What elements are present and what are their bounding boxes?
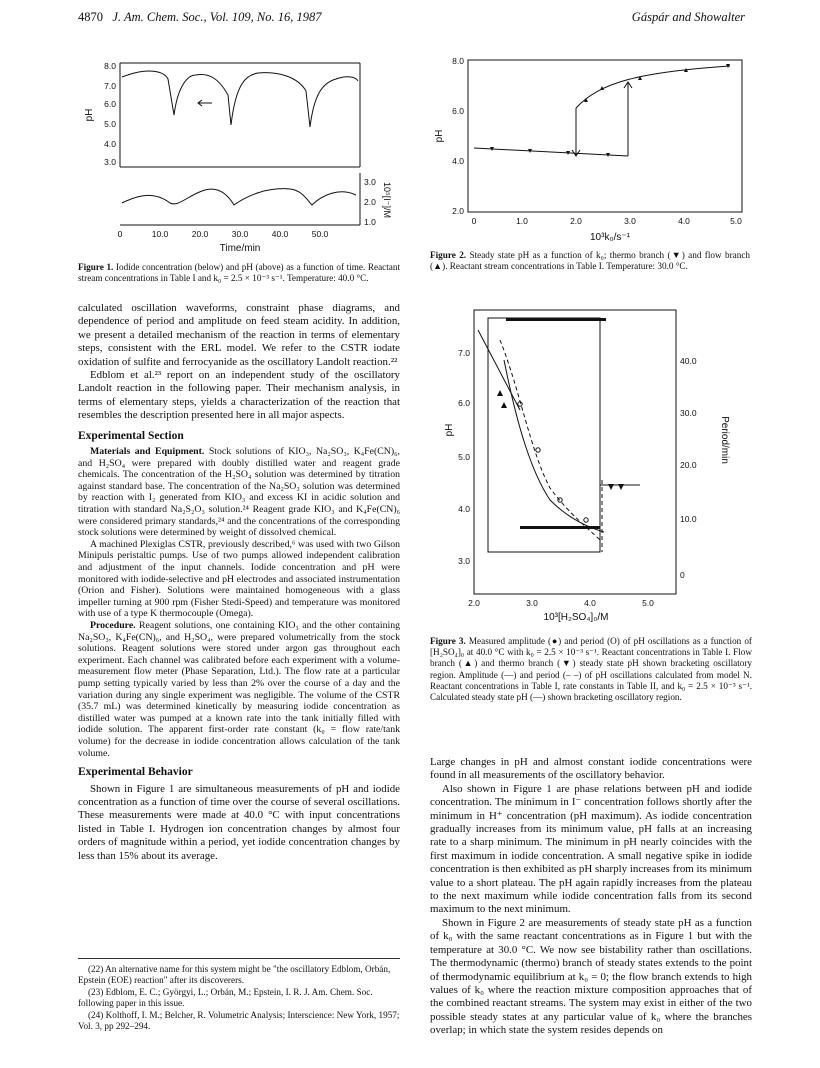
- fig3-x-tick: 2.0: [468, 598, 480, 608]
- fig2-caption-text: Steady state pH as a function of k₀; thermo branch (▼) and flow branch (▲). Reactant stream concentrations in Table I. Temperature: 30.0 °C.: [430, 250, 750, 272]
- fig3-y-tick: 5.0: [458, 452, 470, 462]
- fig2-y-tick: 2.0: [452, 206, 464, 216]
- fig2-thermo-branch: [474, 148, 628, 156]
- fig3-y-tick: 6.0: [458, 398, 470, 408]
- footnote: (22) An alternative name for this system might be "the oscillatory Edblom, Orbán, Epstein (EOE) reaction" after its discoverers.: [78, 964, 391, 985]
- fig2-y-tick: 8.0: [452, 56, 464, 66]
- fig1-iodide-trace: [122, 189, 356, 205]
- fig3-axes: [474, 310, 676, 594]
- fig3-y2-ticks: [680, 356, 697, 580]
- fig2-y-ticks: [452, 56, 464, 216]
- journal-citation: J. Am. Chem. Soc., Vol. 109, No. 16, 1987: [112, 10, 322, 24]
- fig1-x-tick: 30.0: [231, 229, 249, 239]
- fig1-ph-tick: 4.0: [104, 139, 116, 149]
- footnote: (23) Edblom, E. C.; Györgyi, L.; Orbán, M.; Epstein, I. R. J. Am. Chem. Soc. following paper in this issue.: [78, 987, 373, 1008]
- fig1-ph-panel: [120, 63, 360, 167]
- fig3-y-tick: 4.0: [458, 504, 470, 514]
- fig3-calc-amplitude-box: [488, 318, 600, 552]
- fig2-y-label: pH: [434, 129, 445, 143]
- fig1-iodide-panel: [120, 173, 360, 225]
- fig2-x-tick: 2.0: [570, 216, 582, 226]
- section-heading: Experimental Section: [78, 429, 184, 442]
- fig1-iodide-ticks: [364, 177, 376, 227]
- fig3-x-ticks: [468, 598, 654, 608]
- fig1-ph-tick: 5.0: [104, 119, 116, 129]
- fig1-ph-trace: [122, 71, 358, 127]
- fig3-markers: [497, 318, 624, 529]
- fig3-caption: [430, 636, 752, 703]
- figure-3: [440, 300, 770, 623]
- amplitude-bottom-markers: [520, 526, 600, 529]
- fig1-caption-label: Figure 1.: [78, 262, 114, 272]
- paragraph-text: Stock solutions of KIO₃, Na₂SO₃, K₄Fe(CN)₆, and H₂SO₄ were prepared with doubly distilled water and reagent grade chemicals. The concentration of the H₂SO₄ solution was determined by titration against standard base. The concentration of the Na₂SO₃ solution was determined by reaction with I₂ generated from KIO₃ and excess KI in acidic solution and titration with standard Na₂S₂O₃ solution.²⁴ Reagent grade KIO₃ and K₄Fe(CN)₆ were considered primary standards,²⁴ and the concentrations of the corresponding stock solutions were determined by weight of dissolved chemical.: [78, 446, 400, 539]
- footnotes: [78, 964, 400, 1033]
- fig1-ph-label: pH: [84, 108, 95, 122]
- fig1-iodide-label: 10⁵[I⁻]/M: [382, 182, 392, 218]
- amplitude-top-markers: [506, 318, 606, 321]
- fig3-y2-tick: 30.0: [680, 408, 697, 418]
- page-header-left: [78, 10, 322, 25]
- period-marker: [584, 518, 588, 522]
- footnote-rule: [78, 958, 400, 959]
- fig3-y2-label: Period/min: [719, 416, 730, 464]
- flow-marker: [501, 402, 507, 408]
- fig1-iodide-tick: 1.0: [364, 217, 376, 227]
- fig3-caption-label: Figure 3.: [430, 636, 466, 646]
- paragraph: Large changes in pH and almost constant iodide concentrations were found in all measurements of the oscillatory behavior.: [430, 756, 752, 782]
- footnote: (24) Kolthoff, I. M.; Belcher, R. Volumetric Analysis; Interscience: New York, 1957; Vol. 3, pp 292–294.: [78, 1010, 400, 1031]
- fig3-calc-period: [500, 340, 600, 540]
- fig3-y2-tick: 20.0: [680, 460, 697, 470]
- fig3-x-tick: 3.0: [526, 598, 538, 608]
- fig1-x-tick: 50.0: [311, 229, 329, 239]
- fig3-y-ticks: [458, 348, 470, 566]
- paragraph: A machined Plexiglas CSTR, previously described,⁶ was used with two Gilson Minipuls peristaltic pumps. Use of two pumps allowed independent calibration and adjustment of the input channels. Iodide concentration and pH were monitored with iodide-selective and pH electrodes and associated instrumentation (Orion and Fisher). Solutions were maintained homogeneous with a glass impeller turning at 900 rpm (Fisher Stedi-Speed) and temperature was monitored with use of a type K thermocouple (Omega).: [78, 538, 400, 620]
- right-column: [430, 756, 752, 1038]
- fig2-y-tick: 4.0: [452, 156, 464, 166]
- fig1-ph-ticks: [104, 61, 116, 167]
- fig2-x-tick: 5.0: [730, 216, 742, 226]
- fig1-x-tick: 10.0: [151, 229, 169, 239]
- fig1-iodide-tick: 2.0: [364, 197, 376, 207]
- fig2-x-tick: 3.0: [624, 216, 636, 226]
- page-header-right: [632, 10, 745, 25]
- paragraph-head: Procedure.: [90, 619, 136, 631]
- fig3-y-tick: 7.0: [458, 348, 470, 358]
- fig2-x-tick: 1.0: [516, 216, 528, 226]
- authors: Gáspár and Showalter: [631, 10, 745, 24]
- paragraph: Also shown in Figure 1 are phase relations between pH and iodide concentration. The minimum in I⁻ concentration follows shortly after the minimum in H⁺ concentration (pH maximum). As iodide concentration gradually increases from its minimum value, pH falls at an increasing rate to a sharp minimum. The minimum in pH nearly coincides with the first maximum in iodide concentration. A small negative spike in iodide concentration is then exhibited as pH sharply increases from its minimum value to a short plateau. The pH again rapidly increases from the plateau to the next maximum while iodide concentration falls from its second maximum to the next minimum.: [430, 782, 752, 916]
- fig3-caption-text: Measured amplitude (●) and period (O) of pH oscillations as a function of [H₂SO₄]₀ at 40.0 °C with k₀ = 2.5 × 10⁻³ s⁻¹. Reactant concentrations in Table I. Flow branch (▲) and thermo branch (▼) steady state pH shown bracketing oscillatory region. Amplitude (—) and period (– –) of pH oscillations calculated from model N. Reactant concentrations in Table I, rate constants in Table II, and k₀ = 2.5 × 10⁻³ s⁻¹. Calculated steady state pH (—) shown bracketing oscillatory region.: [430, 636, 752, 703]
- paragraph: Shown in Figure 1 are simultaneous measurements of pH and iodide concentration as a function of time over the course of several oscillations. These measurements were made at 40.0 °C with input concentrations listed in Table I. Hydrogen ion concentration changes by almost four orders of magnitude within a period, yet iodide concentration changes by less than 15% about its average.: [78, 782, 400, 862]
- flow-marker: [497, 390, 503, 396]
- fig1-x-ticks: [118, 229, 329, 239]
- fig1-x-tick: 40.0: [271, 229, 289, 239]
- thermo-marker: [618, 484, 624, 490]
- fig2-axes: [468, 60, 742, 212]
- fig3-y-label: pH: [444, 423, 455, 437]
- fig3-meas-period: [504, 360, 604, 532]
- fig1-ph-tick: 3.0: [104, 157, 116, 167]
- fig2-caption-label: Figure 2.: [430, 250, 467, 260]
- fig2-y-tick: 6.0: [452, 106, 464, 116]
- fig1-x-tick: 20.0: [191, 229, 209, 239]
- fig1-ph-tick: 8.0: [104, 61, 116, 71]
- fig2-caption: [430, 250, 750, 272]
- fig1-x-tick: 0: [117, 229, 123, 239]
- section-heading: Experimental Behavior: [78, 766, 193, 779]
- fig1-x-label: Time/min: [219, 243, 261, 254]
- period-marker: [536, 448, 540, 452]
- fig2-flow-branch: [576, 66, 730, 108]
- paragraph: Edblom et al.²³ report on an independent study of the oscillatory Landolt reaction in the following paper. Their mechanism analysis, in terms of elementary steps, yields a characterization of the reaction that resembles the description presented here in all major aspects.: [78, 369, 400, 422]
- fig3-y2-tick: 40.0: [680, 356, 697, 366]
- thermo-marker: [608, 484, 614, 490]
- fig2-markers: [490, 64, 730, 157]
- left-column: [78, 302, 400, 863]
- fig1-caption: [78, 262, 400, 284]
- fig2-x-ticks: [472, 216, 743, 226]
- paragraph-head: Materials and Equipment.: [90, 446, 205, 458]
- fig1-ph-tick: 7.0: [104, 81, 116, 91]
- fig3-x-tick: 4.0: [584, 598, 596, 608]
- fig3-x-tick: 5.0: [642, 598, 654, 608]
- figure-1: [78, 55, 392, 260]
- fig1-caption-text: Iodide concentration (below) and pH (above) as a function of time. Reactant stream concentrations in Table I and k₀ = 2.5 × 10⁻³ s⁻¹. Temperature: 40.0 °C.: [78, 262, 401, 284]
- paragraph: [78, 446, 400, 539]
- fig3-y2-tick: 0: [680, 570, 685, 580]
- paragraph: [78, 620, 400, 759]
- fig2-x-tick: 0: [471, 216, 477, 226]
- fig3-x-label: 10³[H₂SO₄]₀/M: [543, 612, 609, 623]
- fig3-y-tick: 3.0: [458, 556, 470, 566]
- paragraph-text: Reagent solutions, one containing KIO₃ and the other containing Na₂SO₃, K₄Fe(CN)₆, and H₂SO₄, were prepared volumetrically from the stock solutions. Reagent solutions were stored under argon gas throughout each experiment. Each channel was calibrated before each experiment with a volume-measurement flow meter (Phase Separation, Ltd.). The flow rate at a particular pump setting typically varied by less than 2% over the course of a day and the variation during any single experiment was negligible. The volume of the CSTR (35.7 mL) was determined kinetically by measuring iodide concentration as distilled water was pumped at a known rate into the tank initially filled with iodide solution. The apparent first-order rate constant (k₀ = flow rate/tank volume) for the decrease in iodide concentration allows calculation of the tank volume.: [78, 619, 400, 759]
- fig3-steady-flow: [478, 330, 520, 410]
- fig2-x-tick: 4.0: [678, 216, 690, 226]
- paragraph: calculated oscillation waveforms, constraint phase diagrams, and dependence of period and amplitude on feed steam acidity. In addition, we present a detailed mechanism of the reaction in terms of elementary steps, consistent with the ERL model. We refer to the CSTR iodate oxidation of sulfite and ferrocyanide as the oscillatory Landolt reaction.²²: [78, 302, 400, 368]
- fig2-x-label: 10³k₀/s⁻¹: [590, 232, 630, 243]
- fig3-y2-tick: 10.0: [680, 514, 697, 524]
- figure-2: [430, 52, 760, 242]
- fig1-iodide-tick: 3.0: [364, 177, 376, 187]
- fig1-ph-tick: 6.0: [104, 99, 116, 109]
- paragraph: Shown in Figure 2 are measurements of steady state pH as a function of k₀ with the same reactant concentrations as in Figure 1 but with the temperature at 30.0 °C. We now see bistability rather than oscillations. The thermodynamic (thermo) branch of steady states extends to the point of thermodynamic equilibrium at k₀ = 0; the flow branch extends to high values of k₀ where the reaction mixture composition approaches that of the combined reactant streams. The system may exist in either of the two possible steady states at any particular value of k₀ where the branches overlap; in which state the system resides depends on: [430, 916, 752, 1037]
- page-number: 4870: [78, 10, 103, 24]
